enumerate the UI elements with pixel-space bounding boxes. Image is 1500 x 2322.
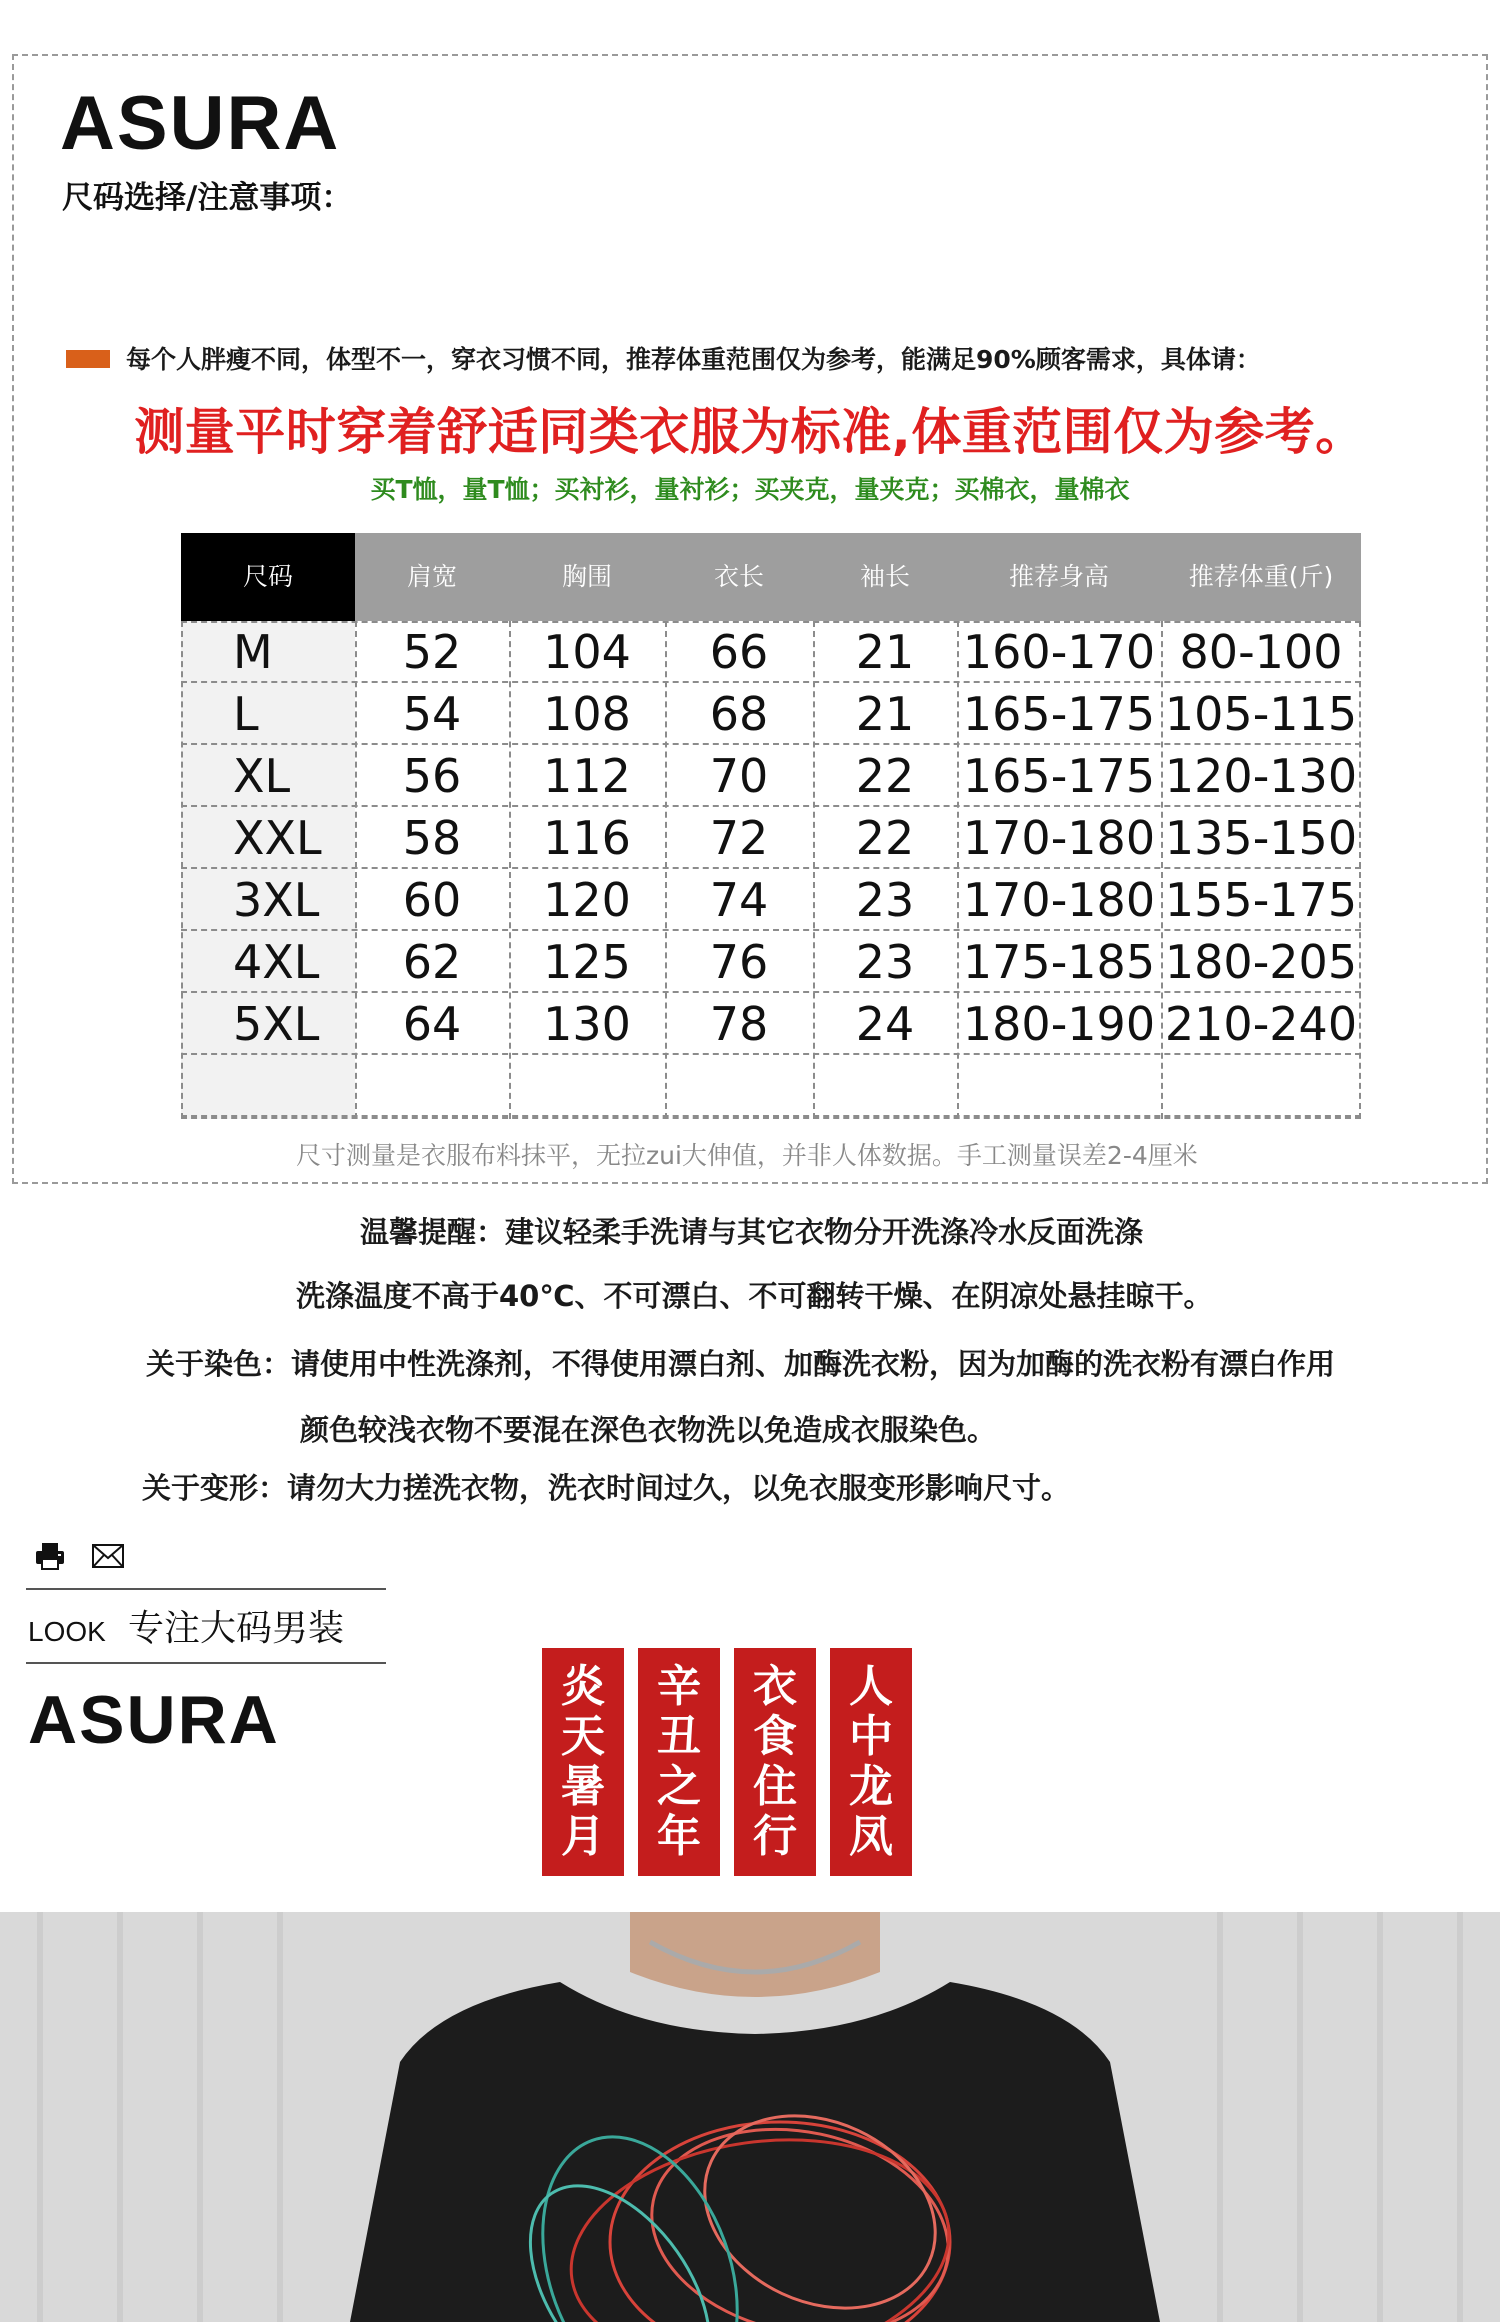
- size-cell: 4XL: [233, 935, 320, 989]
- table-header-cell: 胸围: [561, 562, 612, 591]
- table-header-cell: 衣长: [713, 562, 764, 591]
- table-header-cell: 尺码: [181, 533, 355, 621]
- printer-icon[interactable]: [34, 1540, 66, 1572]
- size-cell: XL: [233, 749, 291, 803]
- guide-text: 买T恤，量T恤；买衬衫，量衬衫；买夹克，量夹克；买棉衣，量棉衣: [370, 475, 1130, 504]
- table-cell: 210-240: [1164, 997, 1358, 1051]
- table-cell: 62: [402, 935, 462, 989]
- slogan-tile-text: 辛丑之年: [657, 1661, 701, 1862]
- table-cell: 60: [402, 873, 462, 927]
- slogan-tile: [830, 1648, 912, 1876]
- table-header-cell: 袖长: [859, 562, 910, 591]
- care-tip-5: 关于变形：请勿大力搓洗衣物，洗衣时间过久，以免衣服变形影响尺寸。: [142, 1471, 1071, 1505]
- table-cell: 23: [855, 935, 915, 989]
- brand-logo-footer: ASURA: [28, 1682, 280, 1758]
- divider-top: [26, 1588, 386, 1590]
- table-cell: 120: [543, 873, 631, 927]
- table-cell: 104: [543, 625, 631, 679]
- table-cell: 165-175: [962, 687, 1156, 741]
- mail-icon[interactable]: [92, 1544, 124, 1568]
- brand-logo: ASURA: [60, 81, 341, 166]
- table-header-cell: 推荐身高: [1008, 562, 1109, 591]
- table-cell: 135-150: [1164, 811, 1358, 865]
- tagline: 专注大码男装: [128, 1608, 345, 1649]
- table-header-cell: 肩宽: [406, 562, 457, 591]
- table-cell: 52: [402, 625, 462, 679]
- table-cell: 74: [709, 873, 769, 927]
- table-cell: 72: [709, 811, 769, 865]
- table-cell: 68: [709, 687, 769, 741]
- table-cell: 78: [709, 997, 769, 1051]
- slogan-tile-text: 炎天暑月: [561, 1661, 605, 1862]
- table-cell: 116: [543, 811, 631, 865]
- table-cell: 120-130: [1164, 749, 1358, 803]
- slogan-tile: [734, 1648, 816, 1876]
- product-photo: [0, 1912, 1500, 2322]
- table-cell: 155-175: [1164, 873, 1358, 927]
- table-cell: 21: [855, 687, 915, 741]
- highlight-text: 测量平时穿着舒适同类衣服为标准,体重范围仅为参考。: [134, 403, 1366, 461]
- table-cell: 112: [543, 749, 631, 803]
- size-cell: 5XL: [233, 997, 320, 1051]
- slogan-tile-text: 衣食住行: [753, 1661, 797, 1862]
- table-cell: 125: [543, 935, 631, 989]
- table-cell: 23: [855, 873, 915, 927]
- table-cell: 66: [709, 625, 769, 679]
- size-cell: L: [233, 687, 259, 741]
- table-cell: 160-170: [962, 625, 1156, 679]
- table-cell: 24: [855, 997, 915, 1051]
- slogan-tile-text: 人中龙凤: [849, 1661, 893, 1862]
- slogan-tile: [638, 1648, 720, 1876]
- table-header: [181, 533, 1361, 621]
- table-cell: 70: [709, 749, 769, 803]
- table-cell: 56: [402, 749, 462, 803]
- page-subtitle: 尺码选择/注意事项：: [62, 180, 353, 216]
- table-cell: 108: [543, 687, 631, 741]
- table-cell: 170-180: [962, 873, 1156, 927]
- table-cell: 80-100: [1179, 625, 1343, 679]
- care-tip-2: 洗涤温度不高于40℃、不可漂白、不可翻转干燥、在阴凉处悬挂晾干。: [296, 1279, 1213, 1313]
- table-cell: 76: [709, 935, 769, 989]
- intro-text: 每个人胖瘦不同，体型不一，穿衣习惯不同，推荐体重范围仅为参考，能满足90%顾客需求，具体请：: [126, 345, 1261, 374]
- slogan-tile: [542, 1648, 624, 1876]
- table-cell: 130: [543, 997, 631, 1051]
- table-cell: 180-190: [962, 997, 1156, 1051]
- table-header-cell: 推荐体重(斤): [1188, 562, 1334, 591]
- measure-note: 尺寸测量是衣服布料抹平，无拉zui大伸值，并非人体数据。手工测量误差2-4厘米: [296, 1141, 1198, 1170]
- care-tip-3: 关于染色：请使用中性洗涤剂，不得使用漂白剂、加酶洗衣粉，因为加酶的洗衣粉有漂白作用: [146, 1347, 1336, 1381]
- care-tip-4: 颜色较浅衣物不要混在深色衣物洗以免造成衣服染色。: [300, 1413, 997, 1447]
- table-cell: 180-205: [1164, 935, 1358, 989]
- size-cell: 3XL: [233, 873, 320, 927]
- care-tip-1: 温馨提醒：建议轻柔手洗请与其它衣物分开洗涤冷水反面洗涤: [360, 1215, 1144, 1249]
- table-cell: 22: [855, 811, 915, 865]
- table-cell: 54: [402, 687, 462, 741]
- table-cell: 22: [855, 749, 915, 803]
- table-cell: 64: [402, 997, 462, 1051]
- table-cell: 105-115: [1164, 687, 1358, 741]
- size-cell: XXL: [233, 811, 322, 865]
- size-table: [181, 533, 1361, 1119]
- table-border: [181, 621, 1361, 1119]
- look-label: LOOK: [28, 1616, 106, 1647]
- table-cell: 170-180: [962, 811, 1156, 865]
- table-cell: 175-185: [962, 935, 1156, 989]
- divider-bottom: [26, 1662, 386, 1664]
- size-cell: M: [233, 625, 273, 679]
- table-cell: 165-175: [962, 749, 1156, 803]
- table-cell: 21: [855, 625, 915, 679]
- table-cell: 58: [402, 811, 462, 865]
- orange-bullet-icon: [66, 350, 110, 368]
